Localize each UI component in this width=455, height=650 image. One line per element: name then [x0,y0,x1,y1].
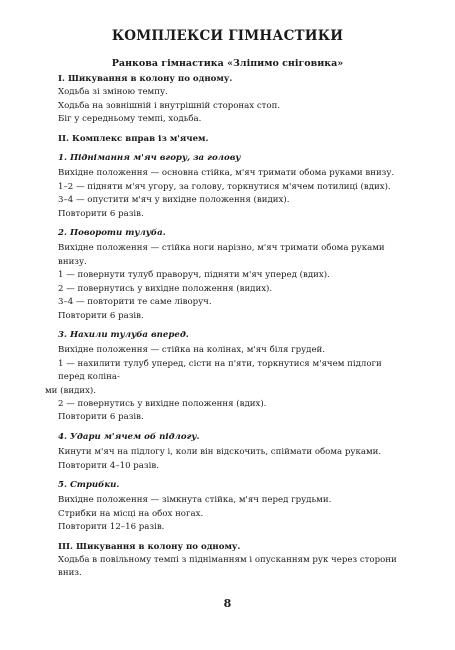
paragraph: Ходьба в повільному темпі з підніманням і опусканням рук через сторони вниз. [58,555,397,579]
exercise-title: 1. Піднімання м'яч вгору, за голову [58,153,241,164]
paragraph: Ходьба зі зміною темпу. [58,87,168,98]
paragraph: 1 — нахилити тулуб уперед, сісти на п'яти, торкнутися м'ячем підлоги перед колінa- [58,358,382,383]
section-heading: І. Шикування в колону по одному. [58,74,233,84]
page-title: КОМПЛЕКСИ ГІМНАСТИКИ [111,28,344,44]
paragraph: 2 — повернутись у вихідне положення (видих). [58,283,273,294]
exercise-title: 3. Нахили тулуба вперед. [58,329,189,340]
exercise-title: 5. Стрибки. [58,479,120,490]
paragraph: Повторити 12–16 разів. [58,522,165,533]
page-subtitle: Ранкова гімнастика «Зліпимо сніговика» [111,58,344,69]
exercise-title: 2. Повороти тулуба. [58,228,166,239]
paragraph: Вихідне положення — стійка на колінах, м'яч біля грудей. [58,345,326,356]
document-body [45,73,398,581]
paragraph: Повторити 4–10 разів. [58,460,159,471]
paragraph: Біг у середньому темпі, ходьба. [58,114,202,125]
paragraph: 3–4 — повторити те саме ліворуч. [58,297,212,308]
paragraph: Повторити 6 разів. [58,208,144,219]
paragraph: 1 — повернути тулуб праворуч, підняти м'яч уперед (вдих). [58,270,330,281]
paragraph: 2 — повернутись у вихідне положення (вдих). [58,398,267,409]
paragraph: Повторити 6 разів. [58,412,144,423]
section-heading: ІІІ. Шикування в колону по одному. [58,541,241,552]
paragraph: Повторити 6 разів. [58,310,144,321]
paragraph: 1–2 — підняти м'яч угору, за голову, торкнутися м'ячем потилиці (вдих). [58,181,391,192]
paragraph: Стрибки на місці на обох ногах. [58,508,204,519]
paragraph: Ходьба на зовнішній і внутрішній сторонах стоп. [58,100,281,111]
paragraph-continuation: ми (видих). [45,385,97,396]
paragraph: 3–4 — опустити м'яч у вихідне положення (видих). [58,195,290,206]
exercise-title: 4. Удари м'ячем об підлогу. [58,431,200,442]
paragraph: Вихідне положення — стійка ноги нарізно, м'яч тримати обома руками внизу. [58,243,385,267]
paragraph: Вихідне положення — основна стійка, м'яч тримати обома руками внизу. [58,168,395,179]
page-number: 8 [223,597,232,610]
paragraph: Кинути м'яч на підлогу і, коли він відскочить, спіймати обома руками. [58,447,382,458]
paragraph: Вихідне положення — зімкнута стійка, м'яч перед грудьми. [58,495,332,506]
section-heading: ІІ. Комплекс вправ із м'ячем. [58,133,209,144]
